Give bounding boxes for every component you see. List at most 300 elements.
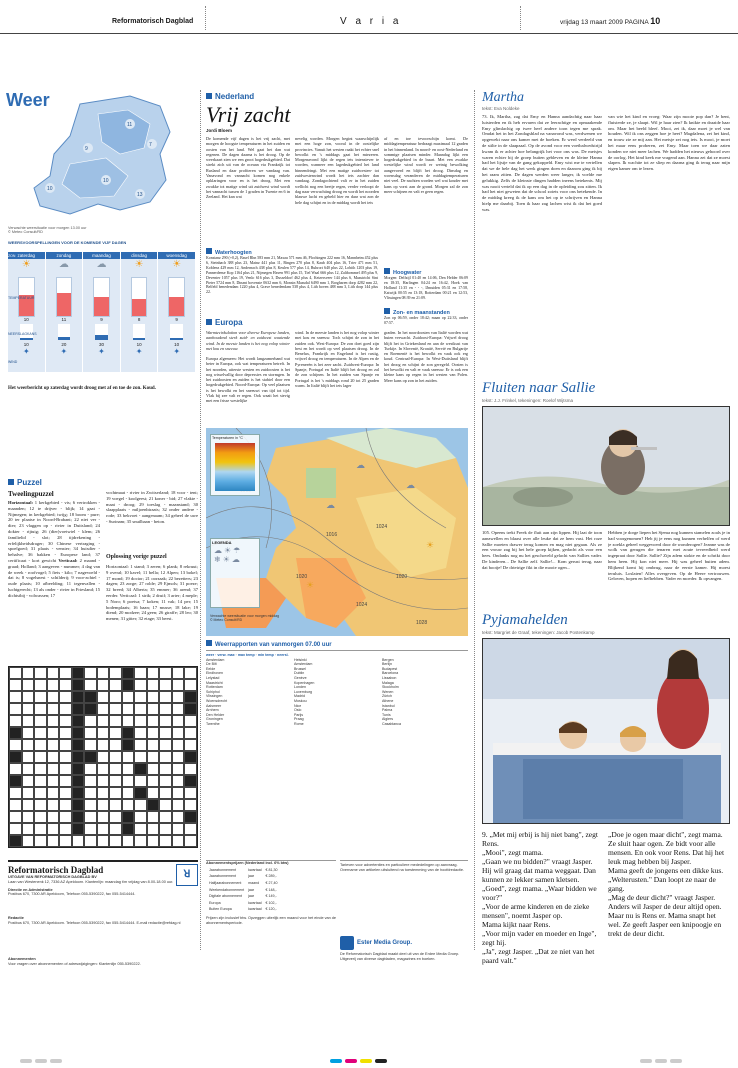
europe-map-caption: Verwachte weersituatie voor morgen middag © Meteo Consult/RD (210, 614, 280, 622)
crossword-cell[interactable] (34, 835, 47, 847)
crossword-cell[interactable] (47, 691, 60, 703)
crossword-cell[interactable] (22, 835, 35, 847)
crossword-cell[interactable] (84, 679, 97, 691)
crossword-cell[interactable] (22, 739, 35, 751)
crossword-cell[interactable] (34, 811, 47, 823)
price-row: Buiten Europa kwartaal € 120,- (209, 907, 277, 912)
crossword-cell[interactable] (159, 799, 172, 811)
crossword-cell (134, 763, 147, 775)
fluiten-title: Fluiten naar Sallie (482, 380, 596, 396)
waterhoogten-title: Waterhoogten (206, 248, 252, 256)
crossword-cell[interactable] (134, 739, 147, 751)
fluiten-illustration (482, 406, 730, 526)
svg-text:7: 7 (149, 142, 152, 148)
price-row: Weekendabonnement jaar € 148,- (209, 887, 277, 892)
crossword-cell[interactable] (59, 823, 72, 835)
crossword-cell (122, 727, 135, 739)
crossword-cell[interactable] (47, 751, 60, 763)
crossword-cell[interactable] (59, 799, 72, 811)
temp-value: 8 (137, 317, 141, 322)
crossword-cell[interactable] (97, 679, 110, 691)
svg-text:10: 10 (47, 186, 53, 192)
crossword-cell[interactable] (109, 835, 122, 847)
isobar-label: 1028 (416, 620, 428, 626)
crossword-cell[interactable] (109, 811, 122, 823)
crossword-cell[interactable] (34, 823, 47, 835)
crossword-cell[interactable] (184, 679, 197, 691)
crossword-cell[interactable] (159, 787, 172, 799)
crossword-cell (184, 703, 197, 715)
crossword-cell[interactable] (97, 727, 110, 739)
crossword-cell[interactable] (109, 703, 122, 715)
crossword-cell[interactable] (172, 667, 185, 679)
crossword-cell[interactable] (47, 823, 60, 835)
crossword-cell[interactable] (159, 775, 172, 787)
waterhoogten-text: Konstanz 290 (+0,2), Basel Rhn 583 mm 21, Maxau 571 mm 46, Plochingen 222 mm 16, Mannheim 452 plus 6, Steinbach 388 plus 23, Mainz 441 plus 11, Bingen 270 plus 8, Kaub 404 plus 16, Trier 471 mm 51, Koblenz 429 mm 12, Andernach 438 plus 8, Keulen 577 plus 14, Ruhrort 640 plus 22, Lobith 1203 plus 19, Pannerdense Kop 1164 plus 21, Nijmegen Haven 991 plus 15, Tiel Waal 666 plus 12, Zaltbommel 495 plus 9, Deventer 1057 plus 19, Venlo 616 plus 3, Dusseldorf 462 plus 4, Keizersveer 144 plus 6, Maastricht Sint Pieter 5724 mm 8, Dinant bovenste 0632 mm 6, Monsin Maasdal 6490 mm 1, Borgharen dorp 4282 mm 22, Belfeld benedendam 1220 plus 4, Grave benedendam 538 plus 4, Lith boven 488 mm 3, Lith dorp 144 plus 22. (206, 256, 378, 295)
forecast-day: dinsdag ☀ 8 10 ✦ (121, 252, 159, 372)
crossword-cell[interactable] (134, 775, 147, 787)
crossword-cell[interactable] (59, 751, 72, 763)
crossword-cell[interactable] (184, 835, 197, 847)
colophon-subtitle: UITGAVE VAN REFORMATORISCH DAGBLAD BV (8, 875, 97, 879)
forecast-day: maandag ☁ 9 30 ✦ (83, 252, 121, 372)
crossword-cell[interactable] (22, 679, 35, 691)
crossword-cell[interactable] (147, 775, 160, 787)
netherlands-map (10, 84, 196, 224)
colophon-directie: Directie en Administratie (8, 887, 53, 892)
crossword-cell[interactable] (109, 691, 122, 703)
crossword-cell[interactable] (9, 691, 22, 703)
crossword-cell[interactable] (22, 703, 35, 715)
crossword-cell[interactable] (184, 763, 197, 775)
puzzel-clues-col1: Horizontaal: 1 kerkgebied - vis; 6 vertrokken - maanden; 12 te drijver - blijk; 14 gaat - Nijmegen; in kerkgebied; twijg; 18 boom - pure; 20 ter plaatse in Noord-Brabant; 22 niet ver - dier; 23 vlaggen op - rivier in Duitsland; 24 dokter - rijtuig; 26 (dier)voetwiel - klem; 26 familielid - slot; 28 tijdrekening - erfelijkheidsdrager; 30 Chinese vertraging - spoelgoed; 31 plaats - venster; 34 huisdier - behalve; 36 bakken - Europese land; 37 certificaat - kort gewicht Verticaal: 2 maand - graad; Holland; 3 aangeven - nummer; 4 dag van de week - roofvogel; 5 fiets - kilo; 7 nagevoeld - dat is; 8 vogelsnest - schilderij; 9 voor-achtel - oude plaats; 10 afbeelding; 11 tegenvallen - luchtgerecht; 13 als onder - rivier in Friesland; 15 dichtstbij - volwassen; 17 (8, 500, 100, 598)
crossword-cell[interactable] (97, 835, 110, 847)
crossword-cell[interactable] (59, 763, 72, 775)
sun-icon: ☀ (306, 580, 315, 590)
colophon: Reformatorisch Dagblad UITGAVE VAN REFORMATORISCH DAGBLAD BV Laan van Westenenk 12, 7336 AZ Apeldoorn. Klantenlijn: maandag t/m vrijdag van 8.00-18.00 uur. Directie en Administratie Postbus 670, 7300 AR Apeldoorn, Telefoon 055-5390222, fax 055-5414444. Redactie Postbus 670, 7300 AR Apeldoorn. Telefoon 055-5390222, fax 055-5414444. E-mail redactie@refdag.nl Abonnementen Voor vragen over abonnementen of adreswijzigingen: Klantenlijn 055-5390222. (8, 860, 198, 992)
crossword-cell[interactable] (134, 811, 147, 823)
crossword-grid (8, 666, 198, 848)
crossword-cell[interactable] (172, 715, 185, 727)
crossword-cell[interactable] (147, 787, 160, 799)
ester-name: Ester Media Group. (357, 940, 413, 946)
crossword-cell[interactable] (84, 667, 97, 679)
crossword-cell[interactable] (159, 691, 172, 703)
crossword-cell (72, 691, 85, 703)
crossword-cell[interactable] (34, 775, 47, 787)
crossword-cell[interactable] (109, 775, 122, 787)
crossword-cell[interactable] (147, 715, 160, 727)
crossword-cell[interactable] (47, 787, 60, 799)
nederland-author: Jordi Bloem (206, 128, 233, 133)
crossword-cell[interactable] (159, 703, 172, 715)
crossword-cell (122, 679, 135, 691)
crossword-cell[interactable] (97, 823, 110, 835)
wind-icon: ✦ (60, 347, 68, 356)
header-section: V a r i a (340, 16, 402, 27)
colophon-right: Tarieven voor advertenties en particuliere mededelingen op aanvraag. Overname van artikelen uitsluitend na toestemming van de hoofdredactie. Ester Media Group. De Reformatorisch Dagblad maakt deel uit van de Erdee Media Groep. Uitgeverij van diverse dagbladen, magazines en boeken. (340, 860, 468, 982)
zon-title: Zon- en maanstanden (384, 308, 450, 316)
row-label: WIND (8, 360, 18, 364)
europa-col3: graden. In het noordoosten van Italië worden wat buien verwacht. Zuidoost-Europa: Vrijwel droog blijft het in Griekenland en aan de westkust van Turkije. In Slovenië, Kroatië, Servië en Bulgarije en Roemenië is het bewolkt en vaak ook erg koud. Centraal-Europa: In West-Duitsland blijft het droog en schijnt de zon geregeld. Oosten is het bewolkt en valt er vaak sneeuw. Er is ook een kleine kans op regen in het westen van Polen. Meer kans op zon in het zuiden. (384, 330, 468, 383)
crossword-cell[interactable] (97, 667, 110, 679)
map-note: Verwachte weersituatie voor morgen 13.00 uur © Meteo Consult/RD (8, 226, 87, 234)
crossword-cell[interactable] (84, 763, 97, 775)
crossword-cell[interactable] (47, 739, 60, 751)
crossword-cell[interactable] (47, 775, 60, 787)
crossword-cell[interactable] (9, 811, 22, 823)
print-marks (330, 1050, 390, 1068)
crossword-cell (72, 727, 85, 739)
crossword-cell[interactable] (159, 811, 172, 823)
thermometer (93, 277, 110, 317)
crossword-cell[interactable] (97, 763, 110, 775)
europa-intro: Warmtecirkulation voor diverse Europese landen, aanhoudend sterk zuid- en zuidwest waaiende wind. In de meeste landen is het nog volop winter met kou en sneeuw. (206, 330, 290, 351)
crossword-cell[interactable] (184, 715, 197, 727)
crossword-cell[interactable] (34, 715, 47, 727)
fluiten-drawing (483, 407, 730, 526)
crossword-cell[interactable] (47, 715, 60, 727)
crossword-cell (72, 763, 85, 775)
column-divider (200, 90, 201, 950)
crossword-cell[interactable] (134, 799, 147, 811)
crossword-cell (122, 811, 135, 823)
crossword-cell[interactable] (22, 715, 35, 727)
crossword-cell[interactable] (22, 775, 35, 787)
crossword-cell[interactable] (147, 667, 160, 679)
crossword-cell[interactable] (172, 763, 185, 775)
crossword-cell[interactable] (172, 751, 185, 763)
crossword-cell[interactable] (147, 739, 160, 751)
crossword-cell[interactable] (84, 787, 97, 799)
crossword-cell[interactable] (159, 739, 172, 751)
crossword-cell[interactable] (59, 679, 72, 691)
crossword-cell[interactable] (97, 799, 110, 811)
crossword-cell[interactable] (159, 667, 172, 679)
crossword-cell[interactable] (34, 763, 47, 775)
crossword-cell[interactable] (34, 691, 47, 703)
crossword-cell[interactable] (122, 715, 135, 727)
crossword-cell[interactable] (109, 763, 122, 775)
temp-value: 10 (23, 317, 29, 322)
rapporten-title: Weerrapporten van vanmorgen 07.00 uur (206, 640, 332, 648)
header-paper-name: Reformatorisch Dagblad (112, 18, 194, 25)
crossword-cell[interactable] (84, 823, 97, 835)
isobar-label: 1024 (356, 602, 368, 608)
wind-icon: ✦ (135, 347, 143, 356)
crossword-cell[interactable] (47, 703, 60, 715)
crossword-cell[interactable] (9, 823, 22, 835)
crossword-cell[interactable] (184, 727, 197, 739)
prices-rows (206, 866, 281, 914)
crossword-cell[interactable] (122, 751, 135, 763)
crossword-cell (122, 823, 135, 835)
crossword-cell (72, 679, 85, 691)
crossword-cell[interactable] (159, 823, 172, 835)
cloud-icon: ☁ (406, 480, 415, 490)
crossword-cell[interactable] (184, 799, 197, 811)
crossword-cell[interactable] (159, 679, 172, 691)
crossword-cell[interactable] (84, 799, 97, 811)
crossword-cell (184, 691, 197, 703)
crossword-cell[interactable] (172, 703, 185, 715)
header-date: vrijdag 13 maart 2009 PAGINA 10 (560, 16, 661, 26)
crossword-cell[interactable] (147, 727, 160, 739)
crossword-cell[interactable] (22, 751, 35, 763)
wind-icon: ✦ (98, 347, 105, 356)
rain-value: 10 (174, 342, 180, 347)
crossword-cell[interactable] (9, 703, 22, 715)
crossword-cell[interactable] (59, 727, 72, 739)
forecast-title: WEERSVOORSPELLINGEN VOOR DE KOMENDE VIJF DAGEN (8, 240, 127, 245)
crossword-cell[interactable] (97, 739, 110, 751)
pyjamahelden-col1: 9. „Met mij erbij is hij niet bang", zegt Rens. „Mooi", zegt mama. „Gaan we nu bidden?" vraagt Jasper. Hij wil graag dat mama weggaat. Dan kunnen ze lekker samen kletsen. „Goed", zegt mama. „Waar bidden we voor?" „Voor de arme kinderen en de zieke mensen", noemt Jasper op. Mama kijkt naar Rens. „Voor mijn vader en moeder en Inge", zegt hij. „Ja", zegt Jasper. „Dat ze niet van het paard valt." (482, 830, 598, 965)
crossword-cell[interactable] (59, 703, 72, 715)
fluiten-col1: 105. Opeens trekt Freek de fluit aan zijn lippen. Hij laat de toon aanzwellen en blaast over alle leuke dat ze hem vast. Het roze Sallie moeten drawer terug komen en mag niet gegaan. Als ze een vrouw zag bij het hele groep kijken, gedacht als voor een hees. Ondanks nog nu het geschoveld gelacht van Sallies vader. De kinderen... De Sallie zelf. Sallie!... Kom gerust terug, naar dat bootje! De drietrige fikt in die mooie ogen... (482, 530, 602, 570)
crossword-cell[interactable] (59, 667, 72, 679)
crossword-cell[interactable] (22, 811, 35, 823)
crossword-cell[interactable] (109, 679, 122, 691)
price-row: Jaarabonnement jaar € 289,- (209, 874, 277, 879)
crossword-cell[interactable] (172, 739, 185, 751)
crossword-cell[interactable] (84, 715, 97, 727)
crossword-cell[interactable] (34, 799, 47, 811)
nederland-col2: nevelig worden. Morgen begint waarschijnlijk met een hoge zon, vooral in de oostelijke provincies. Vanuit het westen raakt het echter snel bewolkt en 's middags gaat het miezeren. Morgenavond lijkt de regen iets intensiever te worden, wanneer een lagedrukgebied het land binnendringt. Met een matige zuidwesten- tot zuidwestenwind wordt het iets zachter dan vandaag. Zondagochtend valt er in het zuiden wellicht nog een beetje regen, verder verloopt de dag naar verwachting droog en wordt het noorden blauwe lucht en gebeld hier en daar wat zon de hele dag schijnt en in de middag wordt het iets (295, 136, 379, 205)
crossword-cell[interactable] (9, 787, 22, 799)
crossword-cell[interactable] (84, 835, 97, 847)
crossword-cell[interactable] (59, 691, 72, 703)
price-row: Jaarabonnement kwartaal € 81,30 (209, 867, 278, 872)
price-row: Digitale abonnement jaar € 149,- (209, 894, 277, 899)
crossword-cell (72, 715, 85, 727)
crossword-cell[interactable] (59, 787, 72, 799)
crossword-cell[interactable] (97, 811, 110, 823)
crossword-cell[interactable] (9, 715, 22, 727)
price-row: Halfjaarabonnement maand € 27,40 (209, 880, 278, 885)
crossword-cell[interactable] (159, 727, 172, 739)
crossword-cell (147, 799, 160, 811)
crossword-cell (72, 739, 85, 751)
crossword-cell[interactable] (84, 727, 97, 739)
crossword-cell[interactable] (147, 691, 160, 703)
thermometer (168, 277, 185, 317)
crossword-cell[interactable] (59, 775, 72, 787)
crossword-cell[interactable] (134, 823, 147, 835)
crossword-cell (9, 775, 22, 787)
crossword-cell[interactable] (172, 787, 185, 799)
crossword-cell[interactable] (172, 691, 185, 703)
crossword-cell[interactable] (47, 679, 60, 691)
crossword-cell[interactable] (34, 667, 47, 679)
crossword-cell[interactable] (147, 703, 160, 715)
crossword-cell[interactable] (22, 727, 35, 739)
crossword-cell[interactable] (134, 727, 147, 739)
cloud-icon: ☁ (356, 460, 365, 470)
sun-icon: ☀ (21, 259, 31, 270)
crossword-cell[interactable] (134, 691, 147, 703)
crossword-cell[interactable] (97, 751, 110, 763)
crossword-cell[interactable] (34, 739, 47, 751)
crossword-cell (9, 835, 22, 847)
crossword-cell[interactable] (9, 763, 22, 775)
rain-value: 10 (136, 342, 142, 347)
row-label: TEMPERATUUR (8, 296, 35, 300)
crossword-cell[interactable] (59, 811, 72, 823)
crossword-cell[interactable] (172, 823, 185, 835)
crossword-cell[interactable] (9, 799, 22, 811)
crossword-cell[interactable] (184, 667, 197, 679)
crossword-cell[interactable] (122, 787, 135, 799)
crossword-cell[interactable] (109, 751, 122, 763)
crossword-cell[interactable] (34, 703, 47, 715)
crossword-cell[interactable] (147, 811, 160, 823)
page-header (0, 0, 738, 34)
crossword-cell (72, 775, 85, 787)
crossword-cell[interactable] (184, 823, 197, 835)
crossword-cell[interactable] (34, 679, 47, 691)
crossword-cell[interactable] (134, 667, 147, 679)
row-label: ZON (8, 254, 16, 258)
crossword-cell[interactable] (22, 787, 35, 799)
crossword-cell[interactable] (9, 667, 22, 679)
crossword-cell[interactable] (109, 715, 122, 727)
crossword-cell[interactable] (172, 835, 185, 847)
crossword-cell[interactable] (22, 691, 35, 703)
crossword-cell[interactable] (159, 751, 172, 763)
crossword-cell[interactable] (72, 835, 85, 847)
crossword-cell[interactable] (109, 787, 122, 799)
crossword-cell[interactable] (134, 715, 147, 727)
crossword-cell[interactable] (172, 679, 185, 691)
print-marks (640, 1050, 685, 1068)
crossword-cell[interactable] (147, 835, 160, 847)
wind-icon: ✦ (173, 347, 181, 356)
crossword-cell[interactable] (97, 691, 110, 703)
crossword-cell[interactable] (109, 739, 122, 751)
pyjamahelden-col2: „Doe je ogen maar dicht", zegt mama. Ze sluit haar ogen. Ze bidt voor alle mensen. En ook voor Rens. Dat hij het leuk mag hebben bij Jasper. Mama geeft de jongens een dikke kus. „Welterusten." Dan loopt ze naar de gang. „Mag de deur dicht?" vraagt Jasper. Anders wil Jasper de deur altijd open. Maar nu is Rens er. Mama snapt het wel. Ze geeft Jasper een knipoogje en trekt de deur dicht. (608, 830, 725, 938)
crossword-cell[interactable] (22, 667, 35, 679)
crossword-cell[interactable] (122, 691, 135, 703)
crossword-cell[interactable] (159, 715, 172, 727)
crossword-cell[interactable] (59, 715, 72, 727)
crossword-cell[interactable] (159, 835, 172, 847)
rain-value: 20 (61, 342, 67, 347)
colophon-abonnementen: Abonnementen (8, 957, 36, 962)
crossword-cell[interactable] (59, 835, 72, 847)
crossword-cell[interactable] (172, 727, 185, 739)
header-divider (205, 6, 206, 30)
crossword-cell[interactable] (47, 799, 60, 811)
crossword-cell[interactable] (134, 703, 147, 715)
crossword-cell (122, 739, 135, 751)
crossword-cell[interactable] (122, 835, 135, 847)
crossword-cell[interactable] (122, 763, 135, 775)
crossword-cell[interactable] (172, 811, 185, 823)
crossword-cell (134, 787, 147, 799)
sun-icon: ☀ (172, 259, 182, 270)
prev-title: Oplossing vorige puzzel (106, 554, 167, 560)
crossword-cell[interactable] (59, 739, 72, 751)
sun-icon: ☀ (426, 540, 435, 550)
svg-text:13: 13 (137, 192, 143, 198)
crossword-cell[interactable] (109, 667, 122, 679)
crossword-cell[interactable] (122, 703, 135, 715)
crossword-cell[interactable] (122, 799, 135, 811)
crossword-cell[interactable] (47, 835, 60, 847)
crossword-cell[interactable] (109, 799, 122, 811)
colophon-redactie: Redactie (8, 916, 24, 921)
crossword-cell[interactable] (97, 703, 110, 715)
crossword-cell[interactable] (134, 679, 147, 691)
crossword-cell[interactable] (147, 823, 160, 835)
zon-text: Zon op 06:59, onder 18:42; maan op 22:33, onder 07:57. (384, 316, 468, 325)
crossword-cell[interactable] (97, 787, 110, 799)
crossword-cell[interactable] (22, 799, 35, 811)
crossword-cell (72, 787, 85, 799)
rapporten-col1: weer · verw. max · max temp · min temp · neersl. Amsterdam De Bilt Eelde Eindhoven Lelystad Maastricht Rotterdam Schiphol Vlissingen Woensdrecht Aalsmeer Arnhem Den Helder Groningen Twenthe (206, 653, 289, 726)
crossword-cell[interactable] (109, 823, 122, 835)
cloud-icon: ☁ (326, 500, 335, 510)
crossword-cell[interactable] (34, 751, 47, 763)
crossword-cell[interactable] (122, 775, 135, 787)
crossword-cell[interactable] (147, 763, 160, 775)
crossword-cell[interactable] (34, 787, 47, 799)
crossword-cell[interactable] (109, 727, 122, 739)
map-temp: 11 (127, 122, 133, 128)
crossword-cell[interactable] (47, 667, 60, 679)
map-legend-box: LEGENDA ☁ ☀ ☂ ❄ ☀ ☁ (210, 538, 260, 608)
crossword-cell[interactable] (159, 763, 172, 775)
isobar-label: 1024 (376, 524, 388, 530)
rapporten-col2: Helsinki Amsterdam Brussel Dublin Genève Kopenhagen Londen Luxemburg Madrid Moskou Nice Oslo Parijs Praag Rome (294, 657, 315, 726)
isobar-label: 1020 (396, 574, 408, 580)
crossword-cell (9, 751, 22, 763)
crossword-cell[interactable] (47, 811, 60, 823)
crossword-cell[interactable] (84, 775, 97, 787)
crossword-cell[interactable] (34, 727, 47, 739)
crossword-cell[interactable] (172, 799, 185, 811)
prices-table: Abonnementsprijzen (Nederland incl. 6% btw) Jaarabonnement kwartaal € 81,30 Jaarabonnement jaar € 289,- Halfjaarabonnement maand € 27,40 Weekendabonnement jaar € 148,- Digitale abonnement jaar € 149,- Europa kwartaal € 102,- Buiten Europa kwartaal € 120,- Prijzen zijn inclusief btw. Opzeggen uiterlijk een maand voor het einde van de abonnementsperiode. (206, 860, 336, 976)
crossword-cells[interactable] (8, 666, 198, 848)
crossword-cell[interactable] (147, 679, 160, 691)
wind-icon: ✦ (22, 347, 30, 356)
crossword-cell[interactable] (9, 679, 22, 691)
crossword-cell[interactable] (47, 763, 60, 775)
crossword-cell[interactable] (147, 751, 160, 763)
crossword-cell[interactable] (97, 775, 110, 787)
forecast-day: zaterdag ☀ 10 10 ✦ (8, 252, 46, 372)
crossword-cell[interactable] (134, 835, 147, 847)
crossword-cell[interactable] (84, 739, 97, 751)
crossword-cell[interactable] (184, 739, 197, 751)
crossword-cell[interactable] (47, 727, 60, 739)
crossword-cell (184, 775, 197, 787)
nederland-col3: af en toe tevoorschijn komt. De middagtemperatuur bedraagt maximaal 12 graden in het binnenland. In noord- en oost-Nederland en sommige plaatsen minder. Maandag lijkt een hogedrukgebied in de buurt. Met een zwakke westelijke wind wordt er weinig bewolking aangevoerd en blijft het droog. Dinsdag en woensdag veranderen de middagtemperaturen niet veel. De nachten worden wel wat kouder met kans op vorst aan de grond. Morgen zal de zon meer schijnen en valt er geen regen. (384, 136, 468, 194)
colophon-address: Laan van Westenenk 12, 7336 AZ Apeldoorn. Klantenlijn: maandag t/m vrijdag van 8.00-18.00 uur. (8, 879, 174, 884)
crossword-cell[interactable] (22, 823, 35, 835)
crossword-cell (72, 751, 85, 763)
pyjamahelden-illustration (482, 638, 730, 824)
crossword-cell[interactable] (97, 715, 110, 727)
crossword-cell[interactable] (84, 811, 97, 823)
crossword-cell (9, 727, 22, 739)
crossword-cell[interactable] (22, 763, 35, 775)
crossword-cell[interactable] (134, 751, 147, 763)
crossword-cell[interactable] (9, 739, 22, 751)
europa-section: Europa (206, 318, 243, 327)
crossword-cell[interactable] (184, 787, 197, 799)
crossword-cell[interactable] (172, 775, 185, 787)
